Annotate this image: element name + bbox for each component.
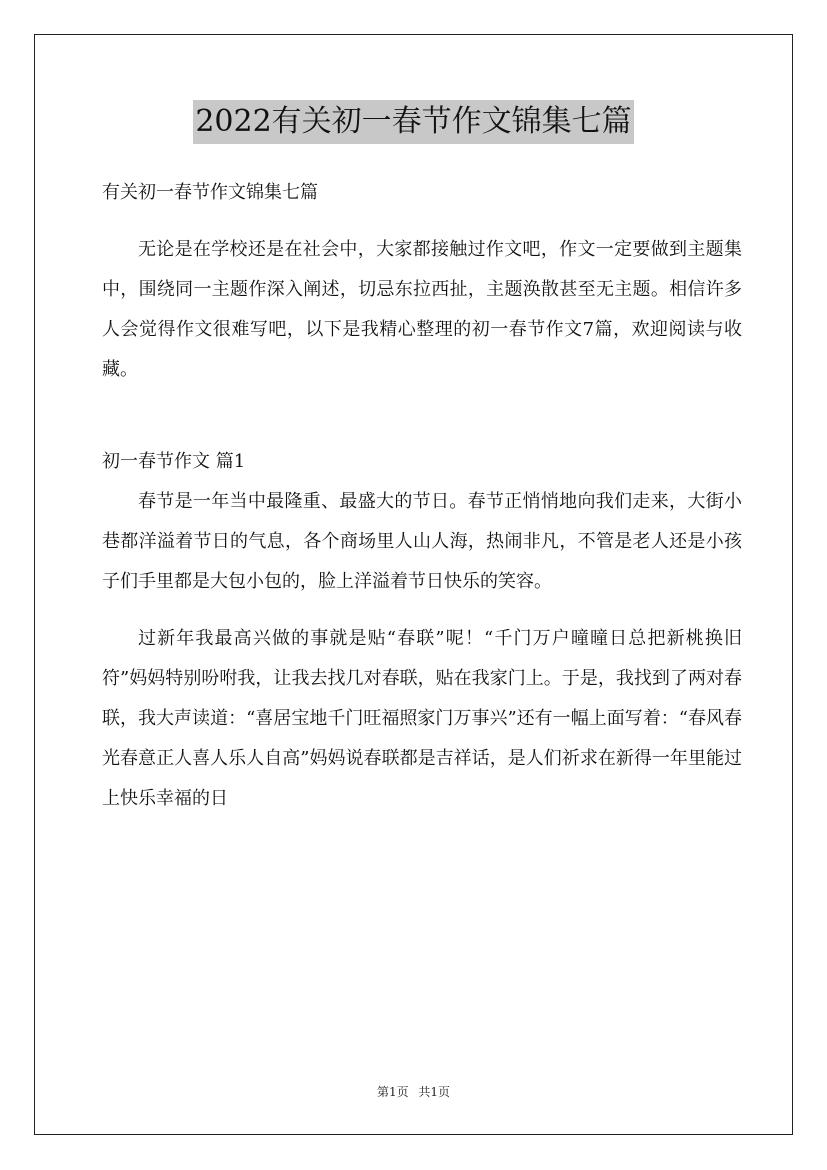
page-number: 第1页 <box>376 1085 409 1099</box>
page-total: 共1页 <box>418 1085 451 1099</box>
body-paragraph: 春节是一年当中最隆重、最盛大的节日。春节正悄悄地向我们走来，大街小巷都洋溢着节日的气息，各个商场里人山人海，热闹非凡，不管是老人还是小孩子们手里都是大包小包的，脸上洋溢着节日快乐的笑容。 <box>102 491 742 592</box>
page-footer <box>0 1082 827 1102</box>
title-container <box>0 100 827 144</box>
document-title: 2022有关初一春节作文锦集七篇 <box>193 100 633 144</box>
intro-paragraph: 无论是在学校还是在社会中，大家都接触过作文吧，作文一定要做到主题集中，围绕同一主题作深入阐述，切忌东拉西扯，主题涣散甚至无主题。相信许多人会觉得作文很难写吧，以下是我精心整理的初一春节作文7篇，欢迎阅读与收藏。 <box>102 239 742 380</box>
section-heading: 初一春节作文 篇1 <box>102 451 246 472</box>
document-subtitle: 有关初一春节作文锦集七篇 <box>102 182 318 203</box>
paragraph-spacer <box>102 602 742 619</box>
body-paragraph: 过新年我最高兴做的事就是贴“春联”呢！“千门万户曈曈日总把新桃换旧符”妈妈特别吩咐我，让我去找几对春联，贴在我家门上。于是，我找到了两对春联，我大声读道：“喜居宝地千门旺福照家门万事兴”还有一幅上面写着：“春风春光春意正人喜人乐人自高”妈妈说春联都是吉祥话，是人们祈求在新得一年里能过上快乐幸福的日 <box>102 628 742 809</box>
document-body <box>102 173 742 819</box>
section-spacer <box>102 390 742 442</box>
